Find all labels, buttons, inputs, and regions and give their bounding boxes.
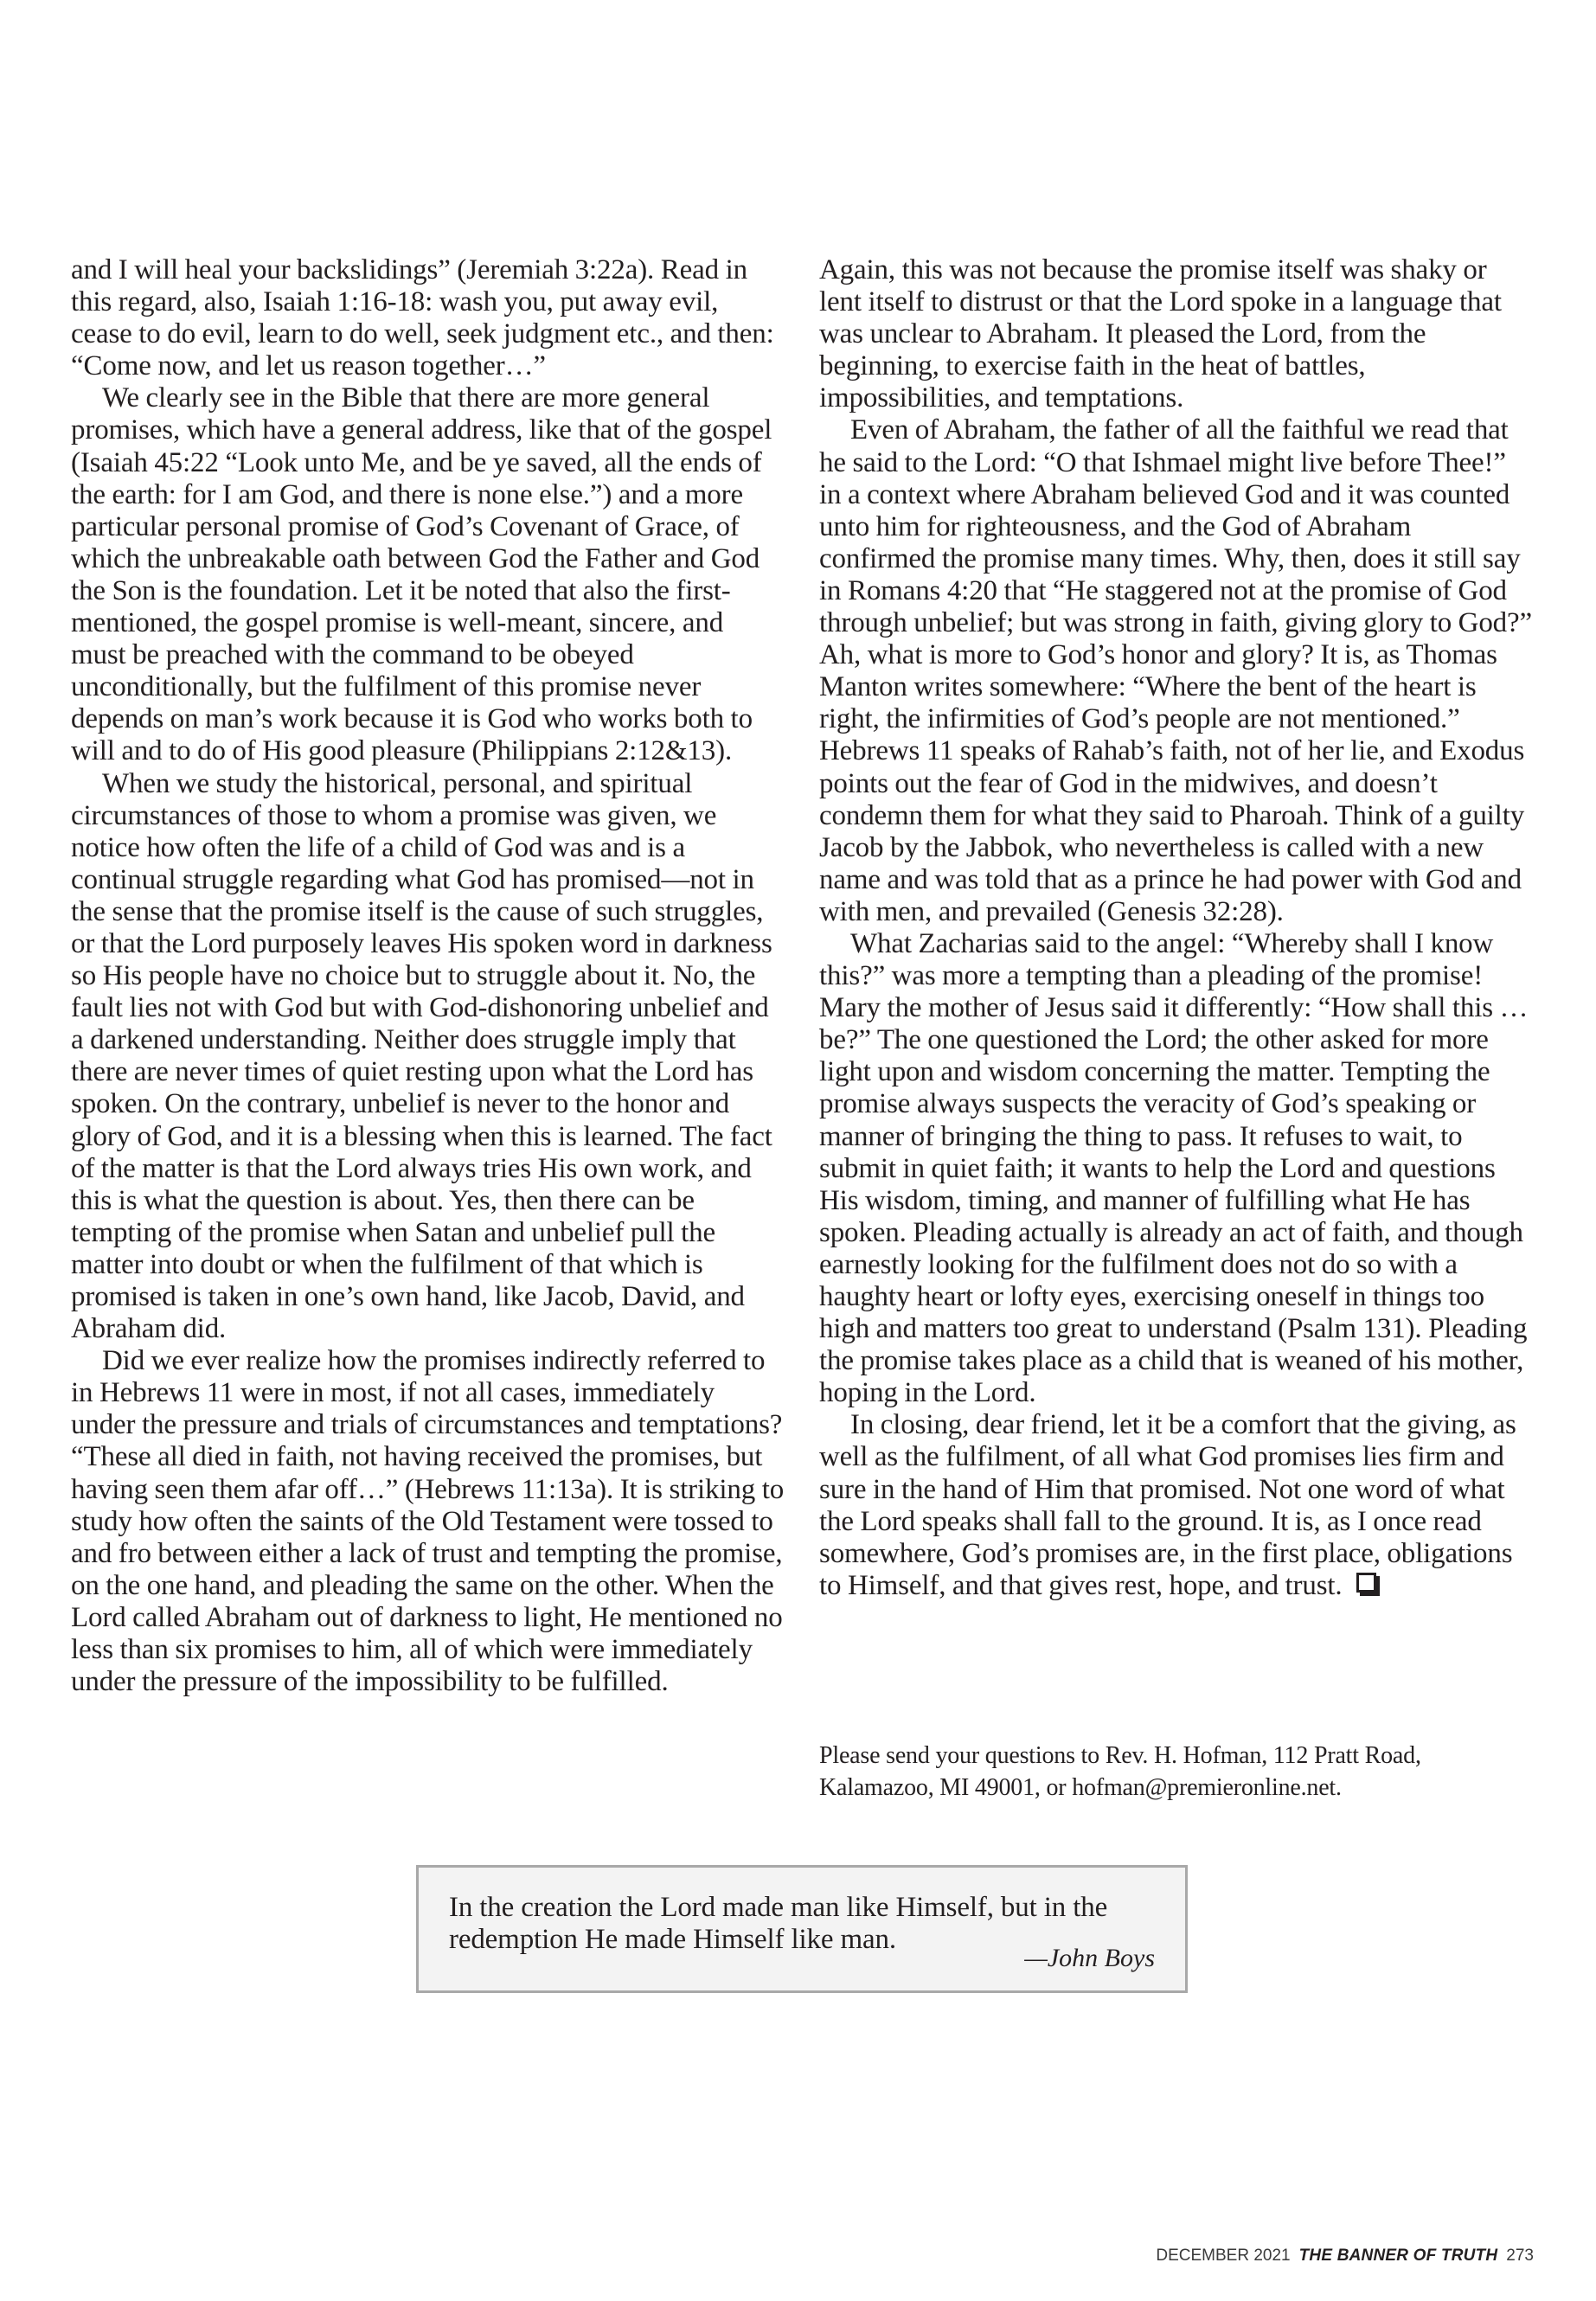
closing-paragraph (819, 1409, 1533, 1602)
contact-info: Please send your questions to Rev. H. Hofman, 112 Pratt Road, Kalamazoo, MI 49001, or hofman@premieronline.net. (819, 1742, 1421, 1801)
publication-name: THE BANNER OF TRUTH (1298, 2247, 1498, 2265)
quote-box (416, 1865, 1188, 1993)
paragraph: Even of Abraham, the father of all the faithful we read that he said to the Lord: “O that Ishmael might live before Thee!” in a context where Abraham believed God and it was counted unto him for righteousness, and the God of Abraham confirmed the promise many times. Why, then, does it still say in Romans 4:20 that “He staggered not at the promise of God through unbelief; but was strong in faith, giving glory to God?” Ah, what is more to God’s honor and glory? It is, as Thomas Manton writes somewhere: “Where the bent of the heart is right, the infirmities of God’s people are not mentioned.” Hebrews 11 speaks of Rahab’s faith, not of her lie, and Exodus points out the fear of God in the midwives, and doesn’t condemn them for what they said to Pharoah. Think of a guilty Jacob by the Jabbok, who nevertheless is called with a new name and was told that as a prince he had power with God and with men, and prevailed (Genesis 32:28). (819, 414, 1533, 927)
paragraph: When we study the historical, personal, and spiritual circumstances of those to whom a promise was given, we notice how often the life of a child of God was and is a continual struggle regarding what God has promised—not in the sense that the promise itself is the cause of such struggles, or that the Lord purposely leaves His spoken word in darkness so His people have no choice but to struggle about it. No, the fault lies not with God but with God-dishonoring unbelief and a darkened understanding. Neither does struggle imply that there are never times of quiet resting upon what the Lord has spoken. On the contrary, unbelief is never to the honor and glory of God, and it is a blessing when this is learned. The fact of the matter is that the Lord always tries His own work, and this is what the question is about. Yes, then there can be tempting of the promise when Satan and unbelief pull the matter into doubt or when the fulfilment of that which is promised is taken in one’s own hand, like Jacob, David, and Abraham did. (71, 767, 772, 1345)
paragraph: What Zacharias said to the angel: “Whereby shall I know this?” was more a tempting than a pleading of the promise! Mary the mother of Jesus said it differently: “How shall this …be?” The one questioned the Lord; the other asked for more light upon and wisdom concerning the matter. Tempting the promise always suspects the veracity of God’s speaking or manner of bringing the thing to pass. It refuses to wait, to submit in quiet faith; it wants to help the Lord and questions His wisdom, timing, and manner of fulfilling what He has spoken. Pleading actually is already an act of faith, and though earnestly looking for the fulfilment does not do so with a haughty heart or lofty eyes, exercising oneself in things too high and matters too great to understand (Psalm 131). Pleading the promise takes place as a child that is weaned of his mother, hoping in the Lord. (819, 927, 1529, 1409)
paragraph: Did we ever realize how the promises indirectly referred to in Hebrews 11 were in most, if not all cases, immediately under the pressure and trials of circumstances and temptations? “These all died in faith, not having received the promises, but having seen them afar off…” (Hebrews 11:13a). It is striking to study how often the saints of the Old Testament were tossed to and fro between either a lack of trust and tempting the promise, on the one hand, and pleading the same on the other. When the Lord called Abraham out of darkness to light, He mentioned no less than six promises to him, all of which were immediately under the pressure of the impossibility to be fulfilled. (71, 1345, 785, 1698)
quote-author: —John Boys (1024, 1944, 1155, 1972)
paragraph: Again, this was not because the promise itself was shaky or lent itself to distrust or that the Lord spoke in a language that was unclear to Abraham. It pleased the Lord, from the beginning, to exercise faith in the heat of battles, impossibilities, and temptations. (819, 254, 1502, 414)
quote-text: In the creation the Lord made man like Himself, but in the redemption He made Himself like man. (449, 1892, 1108, 1955)
paragraph: We clearly see in the Bible that there are more general promises, which have a general address, like that of the gospel (Isaiah 45:22 “Look unto Me, and be ye saved, all the ends of the earth: for I am God, and there is none else.”) and a more particular personal promise of God’s Covenant of Grace, of which the unbreakable oath between God the Father and God the Son is the foundation. Let it be noted that also the first-mentioned, the gospel promise is well-meant, sincere, and must be preached with the command to be obeyed unconditionally, but the fulfilment of this promise never depends on man’s work because it is God who works both to will and to do of His good pleasure (Philippians 2:12&13). (71, 382, 772, 767)
paragraph: and I will heal your backslidings” (Jeremiah 3:22a). Read in this regard, also, Isaiah 1:16-18: wash you, put away evil, cease to do evil, learn to do well, seek judgment etc., and then: “Come now, and let us reason together…” (71, 254, 774, 382)
end-of-article-icon (1356, 1573, 1376, 1593)
page-footer (1156, 2247, 1534, 2266)
left-column (71, 254, 785, 1698)
page-number: 273 (1506, 2247, 1534, 2265)
right-column (819, 254, 1533, 1602)
issue-date: DECEMBER 2021 (1156, 2247, 1291, 2265)
closing-text: In closing, dear friend, let it be a comfort that the giving, as well as the fulfilment, of all what God promises lies firm and sure in the hand of Him that promised. Not one word of what the Lord speaks shall fall to the ground. It is, as I once read somewhere, God’s promises are, in the first place, obligations to Himself, and that gives rest, hope, and trust. (819, 1409, 1516, 1601)
